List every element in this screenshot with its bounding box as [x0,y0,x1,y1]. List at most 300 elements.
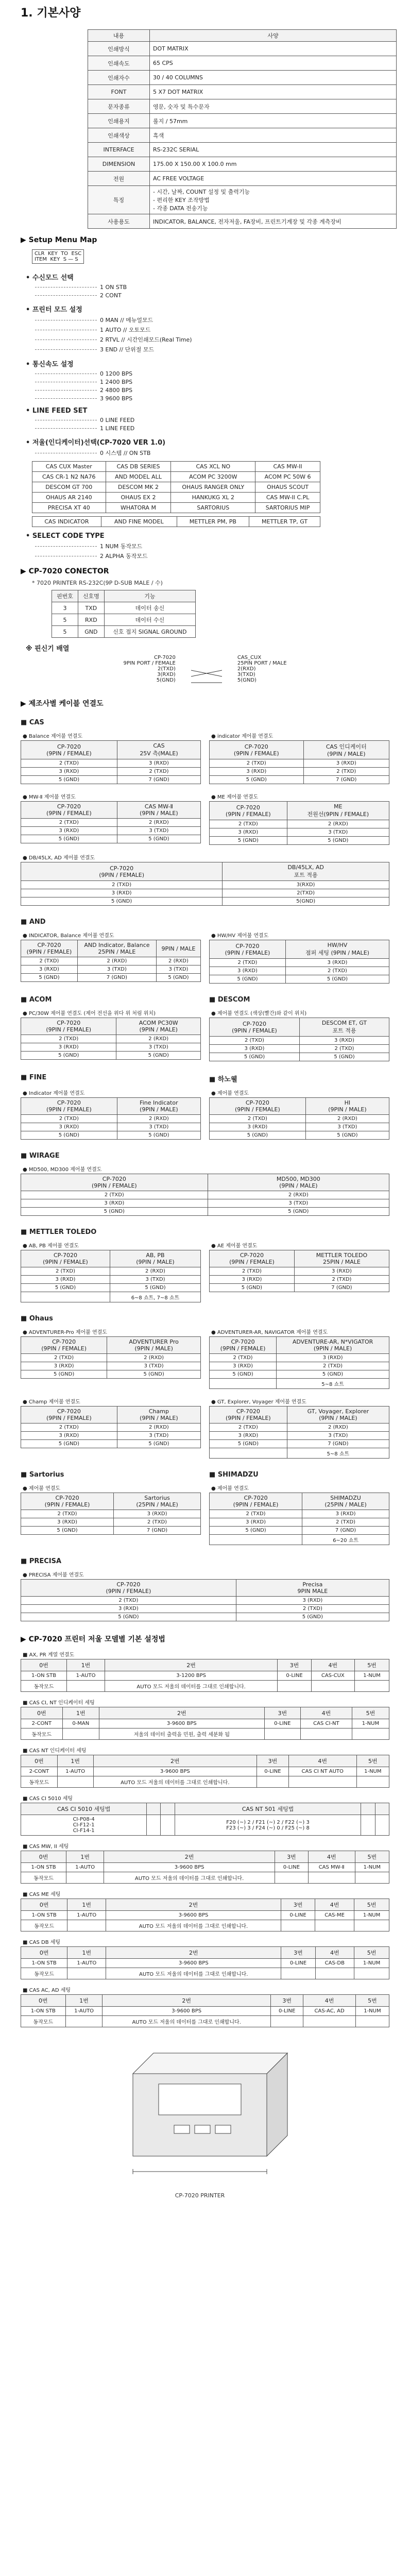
dip-table [21,1899,389,1931]
table-row [52,602,196,614]
spec-row [88,157,397,172]
dip-cell: 1-NUM [352,1719,389,1728]
cable-cell: 3 (RXD) [277,1354,389,1362]
cable-cell [21,1292,110,1302]
cable-cell: 3 (RXD) [21,1123,117,1131]
manufacturer-title: ■ SHIMADZU [209,1471,259,1479]
cable-cell: 2 (RXD) [208,1191,389,1199]
table-cell: WHATORA M [106,503,171,513]
dip-cell: 3-9600 BPS [104,1863,275,1872]
cable-cell: 2 (TXD) [302,1518,389,1527]
cable-row [21,1276,201,1284]
cable-head-cell: CP-7020 (9PIN / FEMALE) [21,1406,117,1423]
cable-cell: 3 (RXD) [21,965,78,974]
cable-row [21,1370,201,1379]
spec-label: FONT [88,85,150,99]
dip-cell: AUTO 모드 저울의 데이터를 그대로 인쇄합니다. [104,1872,275,1884]
dip-row [21,1776,389,1788]
cable-cell: 2 (RXD) [287,820,389,828]
cable-head-cell: CP-7020 (9PIN / FEMALE) [210,802,287,820]
dip-cell: 동작모드 [21,1681,67,1692]
cable-table [209,801,389,845]
dip-cell: 동작모드 [21,2016,66,2027]
dip-block-title: ■ AX, PR 계열 연결도 [23,1652,75,1658]
connector-table [52,590,196,638]
table-cell: 5 [52,626,78,638]
cable-cell: 2 (TXD) [21,1423,117,1432]
cable-head-cell: CP-7020 (9PIN / FEMALE) [21,1493,114,1510]
cable-cell: 3 (RXD) [210,1123,306,1131]
connector-head-cell: 핀번호 [52,590,78,602]
cable-cell: 5 (GND) [208,1208,389,1216]
cable-table [209,740,389,784]
setup-menu-row [32,370,389,377]
cable-cell: 5(GND) [223,897,389,906]
table-row [32,493,320,503]
dip-cell [355,1681,389,1692]
cable-cell: 5 (GND) [21,1613,236,1621]
cable-row [210,1267,389,1276]
cable-head-cell: CP-7020 (9PIN / FEMALE) [21,1098,117,1115]
dip-cell: 1-NUM [355,1671,389,1681]
manufacturer-title: ■ DESCOM [209,996,250,1004]
dip-cell: 동작모드 [21,1728,63,1740]
cable-table [21,862,389,906]
dip-head-cell: 0번 [21,1755,58,1767]
dip-cell [354,1968,389,1979]
cable-row [210,1440,389,1448]
cable-cell: 3 (RXD) [117,759,200,768]
dip-cell: AUTO 모드 저울의 데이터를 그대로 인쇄합니다. [106,1920,281,1931]
table-cell: AND MODEL ALL [106,472,171,482]
cable-head-cell: Sartorius (25PIN / MALE) [114,1493,201,1510]
dip-row [21,1872,389,1884]
dip-cell: 1-AUTO [67,1959,106,1968]
cable-cell: 3 (TXD) [110,1276,200,1284]
dip-table [21,1707,389,1740]
cable-row [21,889,389,897]
dip-row [21,1968,389,1979]
cable-head-cell: AND Indicator, Balance 25PIN / MALE [77,940,156,957]
dip-cell [352,1728,389,1740]
cable-table [209,940,389,984]
cable-cell: 5 (GND) [117,1440,200,1448]
cable-cell: 2 (RXD) [117,819,200,827]
dip-cell: 1-AUTO [67,1671,105,1681]
cable-row [21,1597,389,1605]
dip-cell: 1-ON STB [21,1671,67,1681]
select-code-row [32,552,389,560]
setup-title: ▶ Setup Menu Map [21,236,97,244]
table-cell: SARTORIUS MIP [255,503,320,513]
manufacturer-title: ■ METTLER TOLEDO [21,1228,97,1236]
dip-cell [375,1815,389,1836]
dip-cell [281,1968,315,1979]
spec-row [88,99,397,114]
cable-row [21,1432,201,1440]
cable-cell: 7 (GND) [77,974,156,982]
dip-head-cell: 2번 [106,1899,281,1911]
dip-cell: 1-NUM [355,2007,389,2016]
cable-cell: 5 (GND) [210,1053,300,1061]
cable-row [21,1035,201,1043]
cable-head-cell: AB, PB (9PIN / MALE) [110,1250,200,1267]
cable-row [21,1613,389,1621]
cable-head-cell: CP-7020 (9PIN / FEMALE) [210,1337,277,1354]
printer-figure [71,2043,339,2213]
dip-cell: 1-ON STB [21,2007,66,2016]
cable-cell: 2 (TXD) [21,1354,107,1362]
cable-cell: 2 (TXD) [210,1037,300,1045]
cable-row [210,1362,389,1370]
dip-table [21,1851,389,1884]
spec-label: 특징 [88,186,150,214]
cable-row [21,974,201,982]
setup-groups [21,272,389,457]
cable-block [21,1086,201,1140]
spec-label: DIMENSION [88,157,150,172]
spec-head-item: 내용 [88,30,150,42]
table-cell: PRECISA XT 40 [32,503,106,513]
pin-figure [21,655,389,691]
table-row [32,517,320,527]
setup-keys: CLR KEY TO ESC ITEM KEY S — S [32,249,84,264]
dip-head-cell: 3번 [264,1707,300,1719]
cable-cell: 2 (TXD) [210,1423,287,1432]
cable-row [21,957,201,965]
dip-head-cell: 2번 [106,1947,281,1959]
table-cell: CAS DB SERIES [106,462,171,472]
cable-block [209,1006,389,1061]
spec-value: INDICATOR, BALANCE, 전자저울, FA장비, 프린트기계장 및 각종 계측장비 [150,214,397,229]
dip-cell [67,1681,105,1692]
table-cell: 신호 접지 SIGNAL GROUND [104,626,195,638]
dip-cell: 3-9600 BPS [106,1911,281,1920]
dip-cell: F20 (~) 2 / F21 (~) 2 / F22 (~) 3 F23 (~) 3 / F24 (~) 0 / F25 (~) 8 [175,1815,361,1836]
cable-row [210,1284,389,1292]
pin-right-label: 2(RXD) [237,666,256,672]
dip-block-title: ■ CAS NT 인디케이터 세팅 [23,1748,87,1754]
cable-head-cell: CP-7020 (9PIN / FEMALE) [210,1250,295,1267]
cable-cell: 5 (GND) [210,1131,306,1140]
dip-head-cell: 1번 [57,1755,93,1767]
cable-head-cell: CAS 인디케이터 (9PIN / MALE) [303,741,389,759]
pin-left-label: CP-7020 [153,655,176,660]
cable-block [21,850,389,906]
cable-cell: 3 (TXD) [107,1362,201,1370]
cable-title: ● 제어불 연결도 [23,1486,61,1492]
spec-label: INTERFACE [88,143,150,157]
cable-cell: 2 (RXD) [305,1115,389,1123]
spec-label: 인쇄색상 [88,128,150,143]
cable-cell: 7 (GND) [302,1527,389,1535]
cable-title: ● Balance 제어불 연결도 [23,734,83,739]
dip-head-cell: 0번 [21,1899,67,1911]
dip-blocks [21,1650,389,2027]
cable-table [21,1250,201,1302]
cable-cell: 2 (RXD) [117,1115,200,1123]
cable-title: ● GT, Explorer, Voyager 제어불 연결도 [211,1399,306,1405]
cable-cell: 2 (RXD) [117,1423,200,1432]
pin-right-label: 3(TXD) [237,672,255,677]
cable-cell: 5 (GND) [210,975,286,984]
cable-block [21,1238,201,1302]
cable-block [209,1394,389,1459]
manufacturer-title: ■ CAS [21,719,44,726]
dip-head-cell: 5번 [354,1947,389,1959]
table-cell: 5 [52,614,78,626]
dip-cell: 1-ON STB [21,1959,67,1968]
dip-head-cell: 1번 [65,1995,102,2007]
dip-head-cell: 3번 [257,1755,289,1767]
dip-head-cell: 1번 [67,1947,106,1959]
cable-cell: 2 (TXD) [210,1510,302,1518]
cable-cell: 3 (TXD) [156,965,200,974]
dip-row [21,1767,389,1776]
cable-row [210,1123,389,1131]
cable-cell: 5 (GND) [21,776,117,784]
cable-sections [21,711,389,1626]
spec-table [88,29,397,229]
cable-cell: 3 (RXD) [114,1510,201,1518]
dip-head-cell: 0번 [21,1659,67,1671]
cable-cell: 3 (RXD) [302,1510,389,1518]
cable-cell: 5 (GND) [21,1052,116,1060]
table-row [32,503,320,513]
dip-head-cell: 2번 [102,1995,270,2007]
cable-row [21,1123,201,1131]
dip-head-cell: 0번 [21,1995,66,2007]
cable-title: ● DB/45LX, AD 제어불 연결도 [23,855,95,861]
setup-menu-row [32,449,389,457]
dip-head-cell: 1번 [62,1707,99,1719]
cable-block [21,789,201,845]
cable-cell: 2 (TXD) [285,967,389,975]
cable-block [209,1238,389,1302]
dip-cell [264,1728,300,1740]
dip-head-cell: 1번 [66,1851,104,1863]
dip-cell: CAS-CUX [311,1671,354,1681]
cable-cell: 3 (RXD) [21,1043,116,1052]
dip-table [21,1755,389,1788]
cable-row [21,819,201,827]
cable-row [21,1605,389,1613]
cable-table [21,801,201,843]
dip-cell [354,1920,389,1931]
cable-cell: 3 (TXD) [287,828,389,837]
spec-label: 인쇄방식 [88,42,150,56]
dip-row [21,1671,389,1681]
cable-cell: 2 (RXD) [156,957,200,965]
cable-row [21,1191,389,1199]
cable-cell: 3 (RXD) [210,1432,287,1440]
table-cell: CAS MW-II [255,462,320,472]
cable-row [210,1510,389,1518]
spec-label: 인쇄용지 [88,114,150,128]
cable-row [210,837,389,845]
dip-block-title: ■ CAS AC, AD 세팅 [23,1988,71,1993]
cable-row [210,1115,389,1123]
cable-cell: 3 (RXD) [303,759,389,768]
table-cell: TXD [78,602,104,614]
cable-cell: 2 (TXD) [21,1035,116,1043]
setup-menu-item: 0 LINE FEED [100,417,135,423]
cable-row [210,1045,389,1053]
dip-block-title: ■ CAS DB 세팅 [23,1940,61,1945]
dip-head-cell: 2번 [93,1755,257,1767]
cable-head-cell: GT, Voyager, Explorer (9PIN / MALE) [287,1406,389,1423]
pin-right-label: 5(GND) [237,677,257,683]
cable-row [21,1510,201,1518]
spec-row [88,42,397,56]
dip-head-cell: 4번 [315,1899,354,1911]
cable-title: ● AE 제어불 연결도 [211,1243,258,1249]
cable-table [21,1018,201,1060]
dip-cell [355,2016,389,2027]
cable-title: ● MD500, MD300 제어불 연결도 [23,1167,102,1173]
cable-cell: 5 (GND) [156,974,200,982]
cable-head-cell: Precisa 9PIN MALE [236,1580,389,1597]
cable-head-cell: CP-7020 (9PIN / FEMALE) [21,1174,208,1191]
cable-cell: 2 (TXD) [117,768,200,776]
cable-cell: 5 (GND) [277,1370,389,1379]
dip-cell: 0-LINE [281,1959,315,1968]
cable-cell: 3 (TXD) [287,1432,389,1440]
cable-table [21,1097,201,1140]
cable-row [21,965,201,974]
cable-title: ● MW-Ⅱ 제어불 연결도 [23,794,76,800]
spec-label: 전원 [88,172,150,186]
cable-row [21,1527,201,1535]
cable-head-cell: CP-7020 (9PIN / FEMALE) [21,940,78,957]
select-code-item: 2 ALPHA 동작모드 [100,553,148,560]
dip-cell [355,1872,389,1884]
cable-head-cell: ME 전원선(9PIN / FEMALE) [287,802,389,820]
cable-cell: 5 (GND) [305,1131,389,1140]
table-cell: GND [78,626,104,638]
setup-menu-item: 2 CONT [100,292,122,299]
dip-table [21,1803,389,1836]
cable-cell: 2 (RXD) [287,1423,389,1432]
cable-cell: 7 (GND) [294,1284,389,1292]
dip-cell [281,1920,315,1931]
cable-table [209,1018,389,1061]
setup-menu-item: 1 AUTO // 오토모드 [100,327,151,333]
cable-head-cell: CP-7020 (9PIN / FEMALE) [21,862,223,881]
table-cell: SARTORIUS [171,503,255,513]
cable-title: ● PC/30W 제어불 연결도 (제어 전선을 위다 위 처럼 위치) [23,1011,156,1016]
dip-cell [65,2016,102,2027]
cable-table [209,1493,389,1545]
cable-head-cell: CP-7020 (9PIN / FEMALE) [21,1580,236,1597]
dip-head-cell: 4번 [288,1755,356,1767]
dip-cell: AUTO 모드 저울의 데이터를 그대로 인쇄합니다. [93,1776,257,1788]
cable-head-cell: CP-7020 (9PIN / FEMALE) [21,1018,116,1035]
manufacturer-title: ■ FINE [21,1074,47,1081]
dip-head-cell: 4번 [300,1707,352,1719]
dip-row [21,1920,389,1931]
setup-menu-row [32,284,389,291]
cable-row [210,1423,389,1432]
cable-title: ● 제어불 연결도 (색상(빨간)와 같이 위치) [211,1011,307,1016]
setup-menu-row [32,395,389,402]
table-cell: OHAUS SCOUT [255,482,320,493]
cable-row [21,1284,201,1292]
table-cell: OHAUS EX 2 [106,493,171,503]
dip-cell [361,1815,375,1836]
cable-row [210,1053,389,1061]
document-page [0,4,410,2576]
cable-block [21,1325,201,1389]
cable-table [209,1097,389,1140]
cable-cell: 5 (GND) [110,1284,200,1292]
dip-row [21,1911,389,1920]
dip-head-cell: 0번 [21,1947,67,1959]
cable-cell: 2 (TXD) [21,819,117,827]
spec-row [88,85,397,99]
cable-cell: 5 (GND) [210,1527,302,1535]
cable-block [21,1162,389,1216]
cable-cell [210,1379,277,1389]
cable-cell: 2 (TXD) [210,1115,306,1123]
dip-cell: 1-ON STB [21,1863,66,1872]
dip-head-cell: CAS CI 5010 세팅법 [21,1803,147,1815]
dip-cell: 1-NUM [355,1863,389,1872]
dip-cell [67,1920,106,1931]
spec-row [88,214,397,229]
device-table-2 [32,516,320,527]
cable-row [21,881,389,889]
dip-cell [288,1776,356,1788]
cable-cell: 7 (GND) [114,1527,201,1535]
cable-row [210,1535,389,1545]
cable-cell: 3 (RXD) [299,1037,389,1045]
cable-cell: 3(RXD) [223,881,389,889]
connector-subtitle: * 7020 PRINTER RS-232C(9P D-SUB MALE / 수) [32,580,163,586]
cable-table [21,1336,201,1379]
cable-cell: 5 (GND) [21,1284,110,1292]
dip-head-cell: 3번 [281,1899,315,1911]
manufacturer-title: ■ WIRAGE [21,1152,60,1160]
cable-title: ● ME 제어불 연결도 [211,794,259,800]
setup-menu-row [32,425,389,432]
dip-head-cell: 4번 [308,1851,355,1863]
cable-cell: 2 (TXD) [21,1191,208,1199]
cable-cell: 3 (RXD) [210,1045,300,1053]
table-row [32,482,320,493]
cable-row [21,776,201,784]
dip-cell: 동작모드 [21,1872,66,1884]
dip-head-cell: 5번 [355,1851,389,1863]
cable-cell: 2 (TXD) [210,759,304,768]
table-cell: HANKUKG XL 2 [171,493,255,503]
cable-cell: 2(TXD) [223,889,389,897]
cable-row [210,768,389,776]
dip-cell [66,1872,104,1884]
cable-cell: 5 (GND) [21,1440,117,1448]
cable-head-cell: HW/HV 점퍼 세팅 (9PIN / MALE) [285,940,389,959]
dip-cell [300,1728,352,1740]
dip-cell: CAS CI-NT [300,1719,352,1728]
cable-row [210,1379,389,1389]
cable-row [21,1354,201,1362]
manufacturer-title: ■ AND [21,918,46,926]
cable-cell: 2 (TXD) [210,820,287,828]
cable-title: ● AB, PB 제어불 연결도 [23,1243,79,1249]
dip-cell: 1-AUTO [57,1767,93,1776]
setup-group-title: • LINE FEED SET [26,407,88,415]
cable-cell: 3 (TXD) [208,1199,389,1208]
